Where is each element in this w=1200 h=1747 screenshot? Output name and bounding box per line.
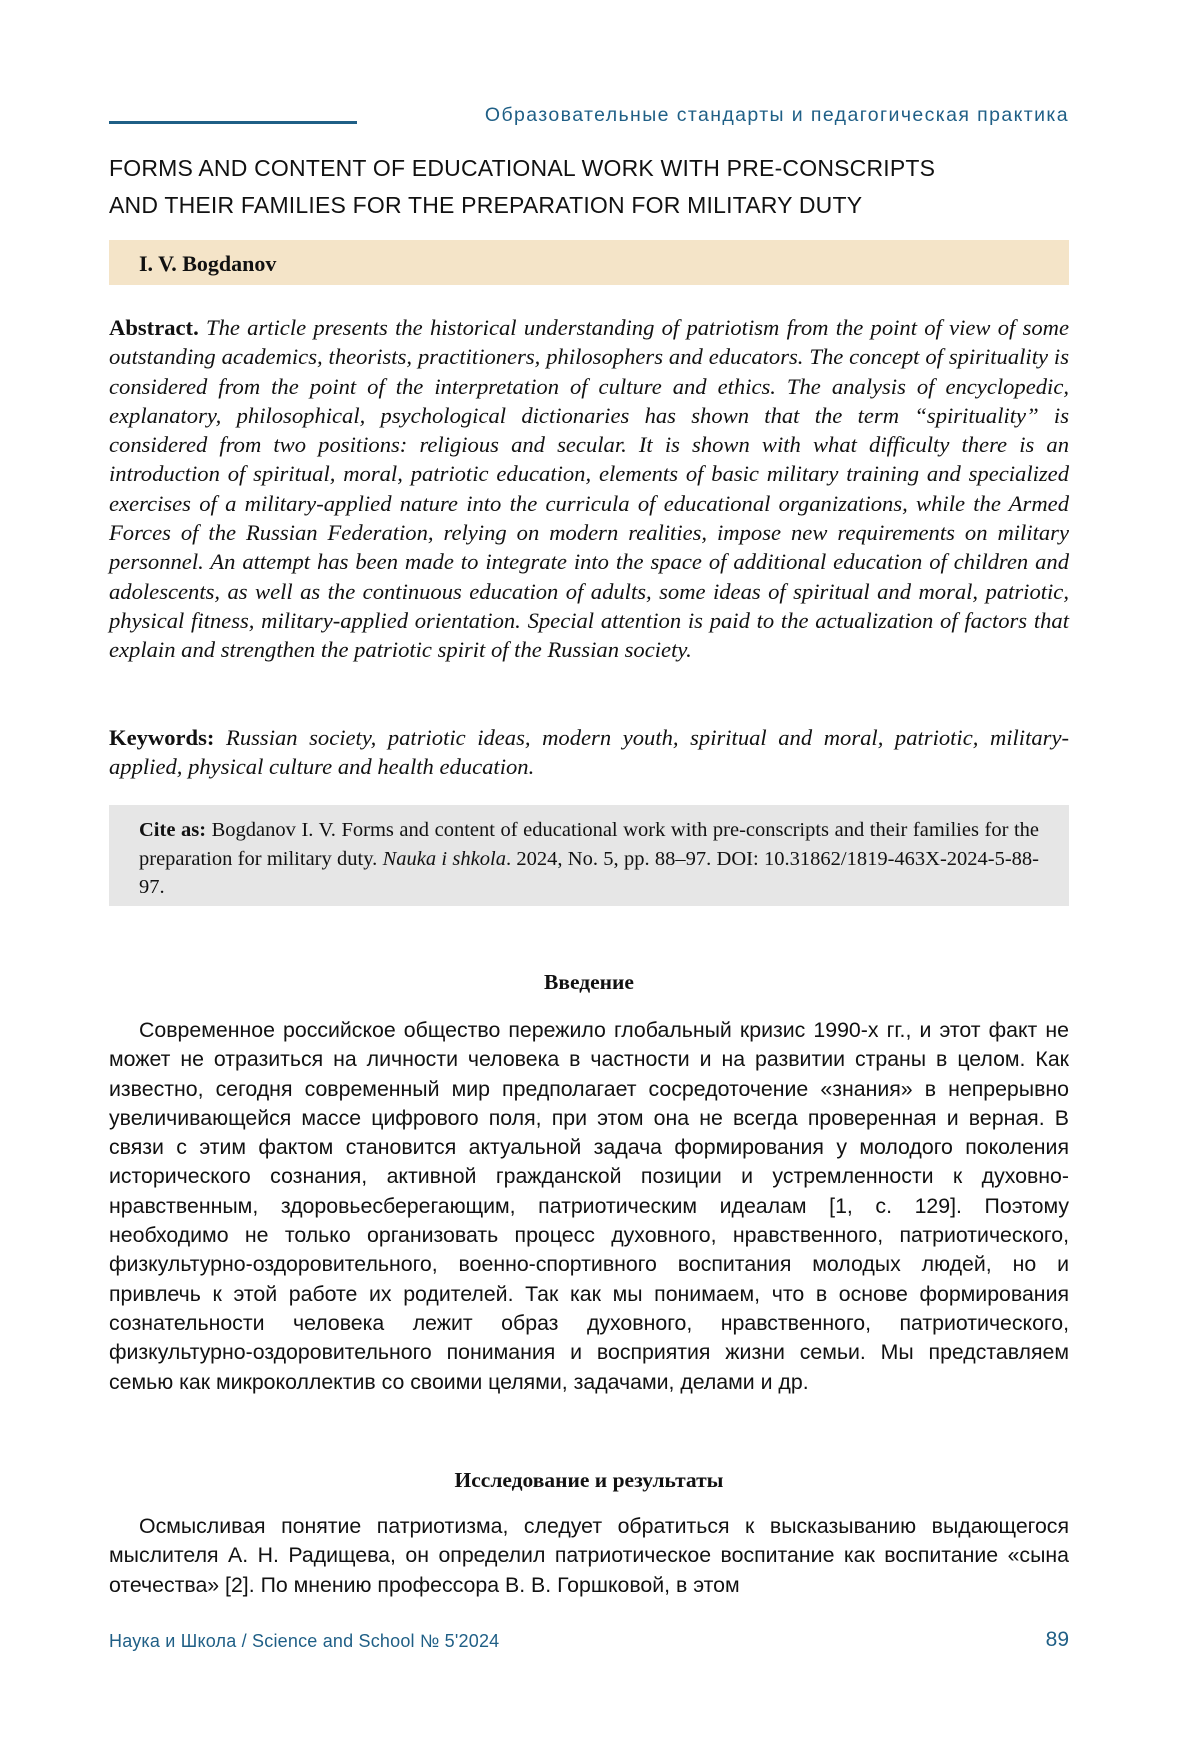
keywords-label: Keywords: [109, 725, 215, 750]
title-line-1: FORMS AND CONTENT OF EDUCATIONAL WORK WITH PRE-CONSCRIPTS [109, 155, 936, 181]
keywords-text: Russian society, patriotic ideas, modern youth, spiritual and moral, patriotic, military-applied, physical culture and health education. [109, 725, 1070, 780]
header-rule [109, 121, 357, 124]
running-header: Образовательные стандарты и педагогическая практика [484, 104, 1069, 126]
results-paragraph: Осмысливая понятие патриотизма, следует обратиться к высказыванию выдающегося мыслителя А. Н. Радищева, он определил патриотическое воспитание как воспитание «сына отечества» [2]. По мнению профессора В. В. Горшковой, в этом [109, 1514, 1069, 1597]
citation-box [109, 805, 1069, 906]
author-name: I. V. Bogdanov [139, 251, 277, 276]
keywords [109, 723, 1069, 782]
cite-journal: Nauka i shkola [382, 847, 506, 870]
cite-label: Cite as: [139, 819, 207, 841]
title-line-2: AND THEIR FAMILIES FOR THE PREPARATION FOR MILITARY DUTY [109, 192, 863, 218]
citation [139, 816, 1039, 902]
article-title [109, 150, 1069, 224]
cite-text-2: . 2024, No. 5, pp. 88–97. DOI: 10.31862/1819-463X-2024-5-88-97. [139, 847, 1040, 898]
page-number: 89 [1045, 1628, 1069, 1651]
footer-journal: Наука и Школа / Science and School № 5'2024 [109, 1631, 500, 1651]
abstract [109, 313, 1069, 665]
abstract-label: Abstract. [109, 315, 199, 340]
abstract-text: The article presents the historical understanding of patriotism from the point of view of some outstanding academics, theorists, practitioners, philosophers and educators. The concept of spirituality is considered from the point of the interpretation of culture and ethics. The analysis of encyclopedic, explanatory, philosophical, psychological dictionaries has shown that the term “spirituality” is considered from two positions: religious and secular. It is shown with what difficulty there is an introduction of spiritual, moral, patriotic education, elements of basic military training and specialized exercises of a military-applied nature into the curricula of educational organizations, while the Armed Forces of the Russian Federation, relying on modern realities, impose new requirements on military personnel. An attempt has been made to integrate into the space of additional education of children and adolescents, as well as the continuous education of adults, some ideas of spiritual and moral, patriotic, physical fitness, military-applied orientation. Special attention is paid to the actualization of factors that explain and strengthen the patriotic spirit of the Russian society. [109, 315, 1069, 663]
author-bar [109, 240, 1069, 285]
intro-paragraph: Современное российское общество пережило глобальный кризис 1990-х гг., и этот факт не может не отразиться на личности человека в частности и на развитии страны в целом. Как известно, сегодня современный мир предполагает сосредоточение «знания» в непрерывно увеличивающейся массе цифрового поля, при этом она не всегда проверенная и верная. В связи с этим фактом становится актуальной задача формирования у молодого поколения исторического сознания, активной гражданской позиции и устремленности к духовно-нравственным, здоровьесберегающим, патриотическим идеалам [1, с. 129]. Поэтому необходимо не только организовать процесс духовного, нравственного, патриотического, физкультурно-оздоровительного, военно-спортивного воспитания молодых людей, но и привлечь к этой работе их родителей. Так как мы понимаем, что в основе формирования сознательности человека лежит образ духовного, нравственного, патриотического, физкультурно-оздоровительного понимания и восприятия жизни семьи. Мы представляем семью как микроколлектив со своими целями, задачами, делами и др. [109, 1018, 1069, 1394]
cite-text-1: Bogdanov I. V. Forms and content of educational work with pre-conscripts and their families for the preparation for military duty. [139, 819, 1040, 870]
intro-heading: Введение [544, 970, 634, 994]
results-heading: Исследование и результаты [454, 1468, 724, 1492]
